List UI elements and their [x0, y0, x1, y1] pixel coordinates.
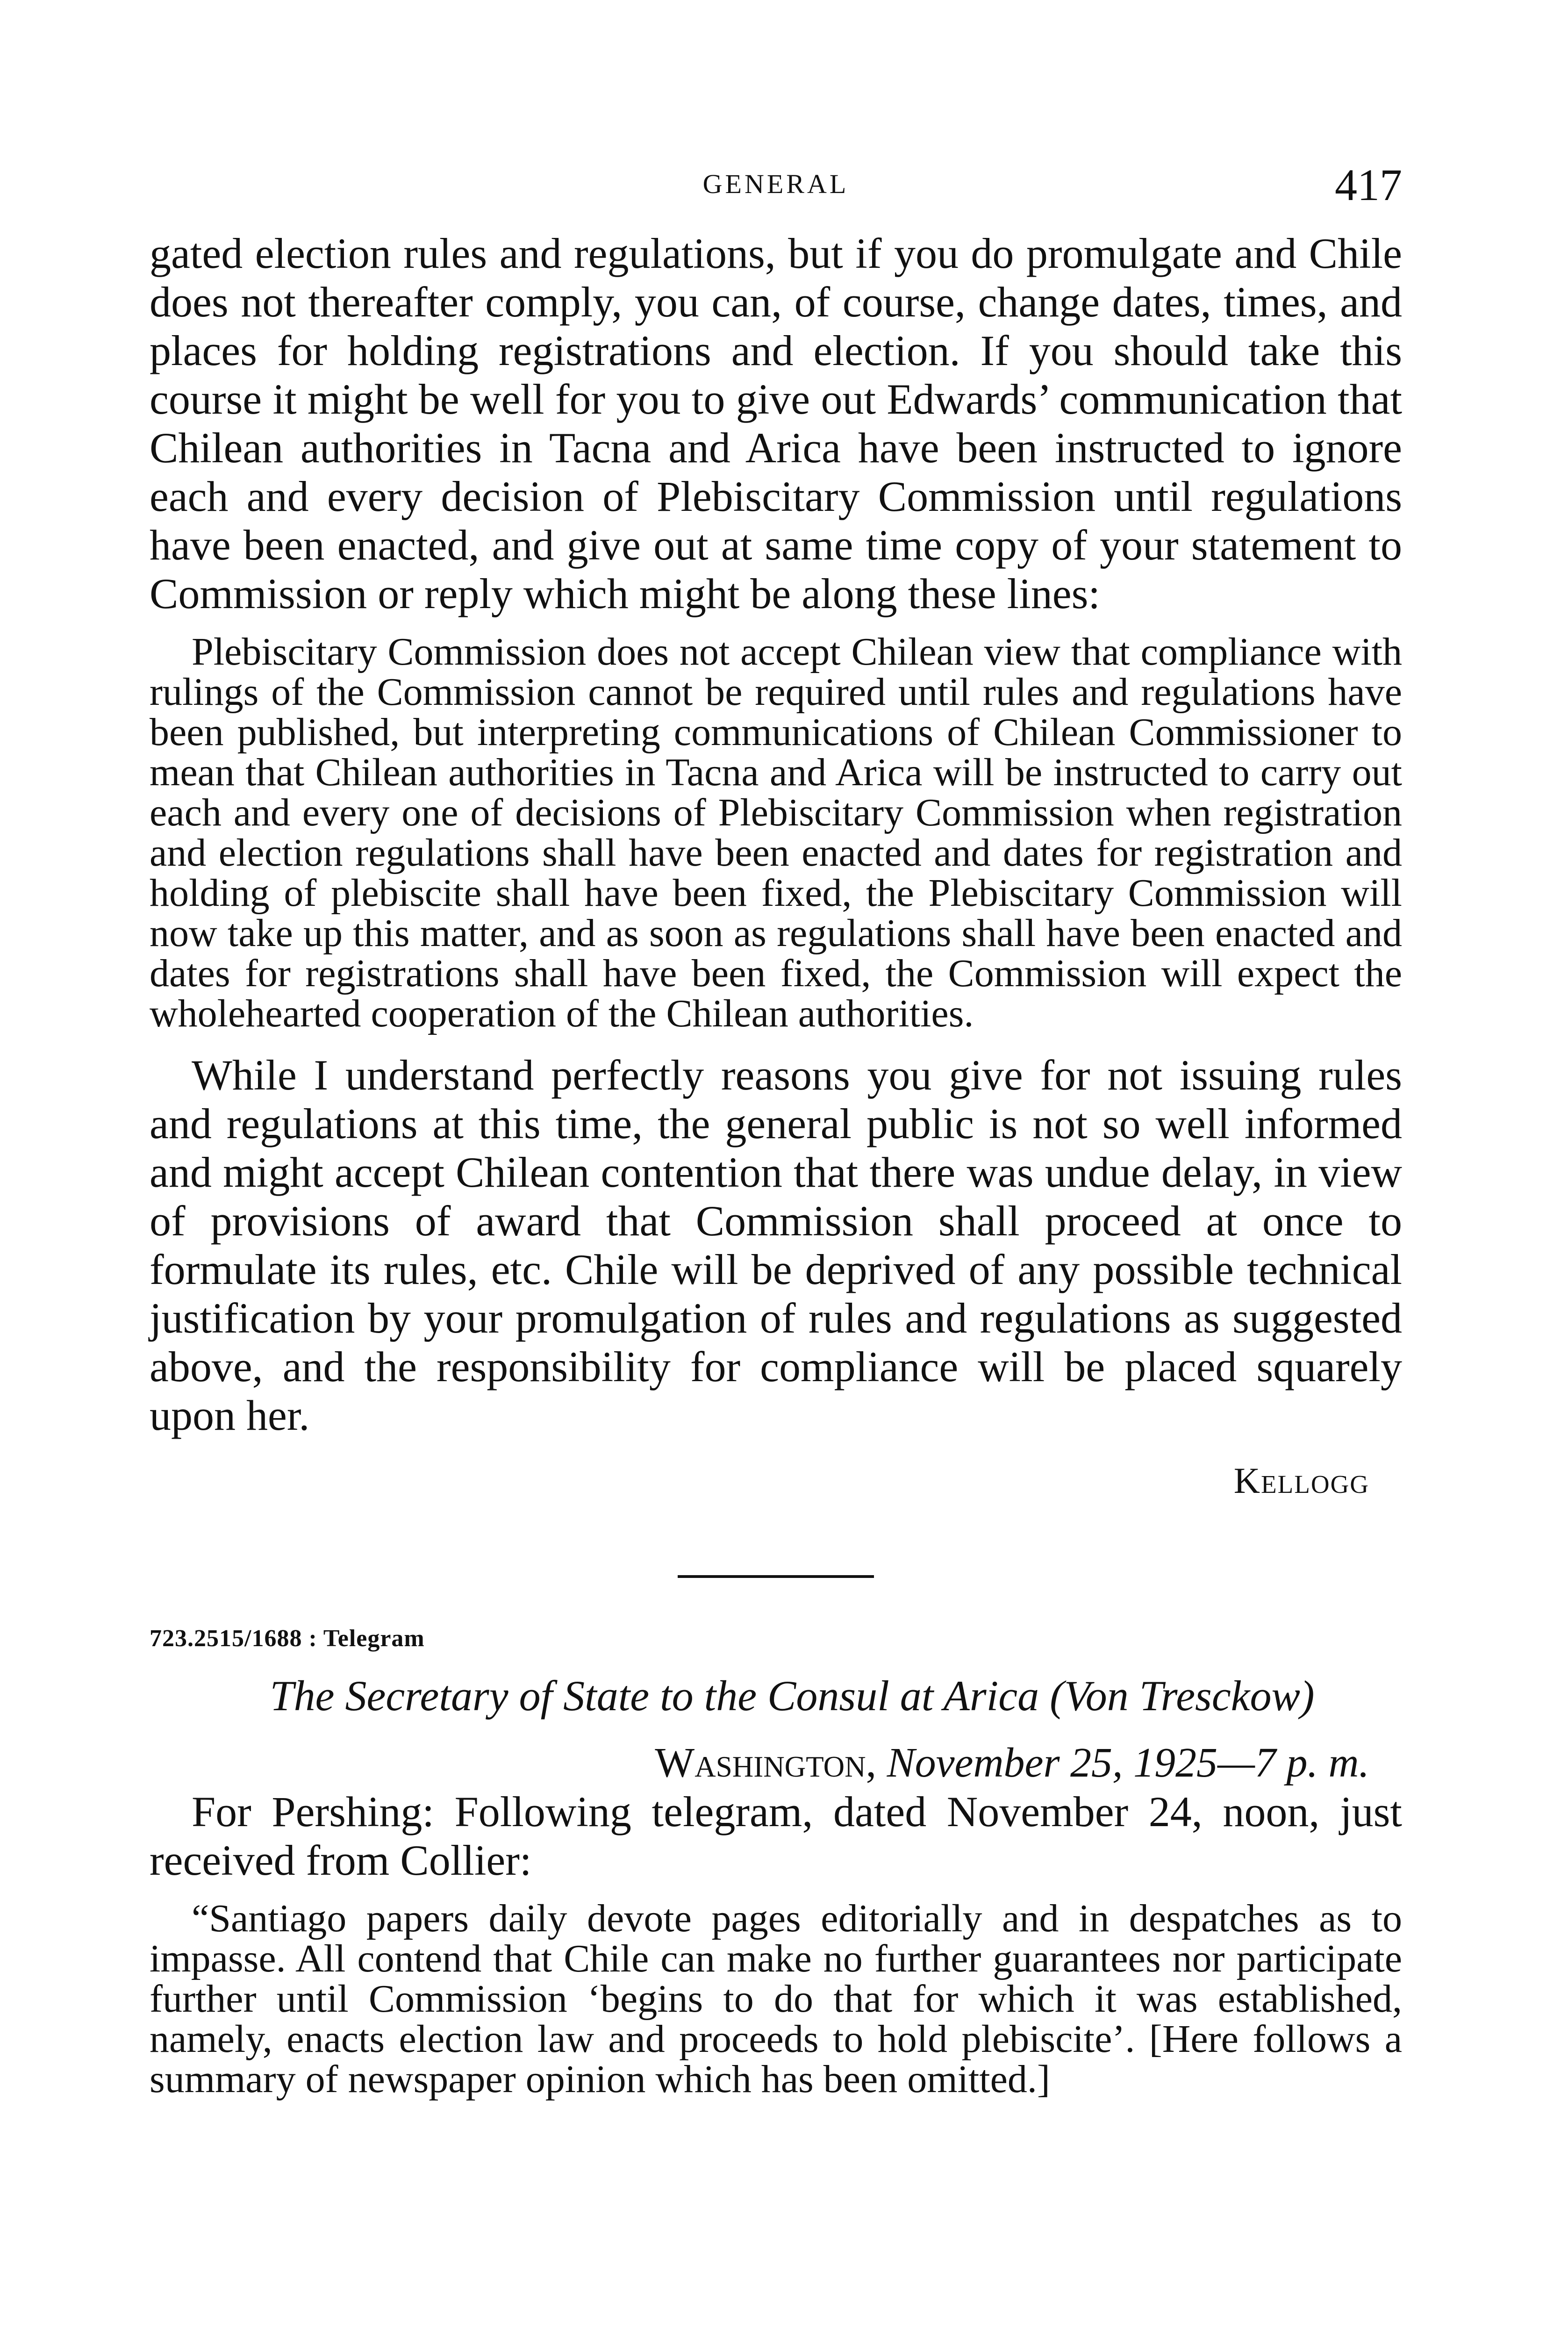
signature-kellogg: Kellogg [1233, 1460, 1369, 1501]
dateline-date: November 25, 1925—7 p. m. [887, 1740, 1369, 1786]
body-paragraph-continued: gated election rules and regulations, but if you do promulgate and Chile does not thereafter comply, you can, of course, change dates, times, and places for holding registrations and election. If you should take this course it might be well for you to give out Edwards’ communication that Chilean authorities in Tacna and Arica have been instructed to ignore each and every decision of Plebiscitary Commission until regulations have been enacted, and give out at same time copy of your statement to Commission or reply which might be along these lines: [150, 229, 1402, 617]
telegram-intro-paragraph: For Pershing: Following telegram, dated November 24, noon, just received from Collier: [150, 1788, 1402, 1884]
block-quote-statement: Plebiscitary Commission does not accept Chilean view that compliance with rulings of the Commission cannot be required until rules and regulations have been published, but interpreting communications of Chilean Commissioner to mean that Chilean authorities in Tacna and Arica will be instructed to carry out each and every one of decisions of Plebiscitary Commission when registration and election regulations shall have been enacted and dates for registration and holding of plebiscite shall have been fixed, the Plebiscitary Commission will now take up this matter, and as soon as regulations shall have been enacted and dates for registrations shall have been fixed, the Commission will expect the wholehearted cooperation of the Chilean authorities. [150, 630, 1402, 1035]
block-quote-telegram: “Santiago papers daily devote pages editorially and in despatches as to impasse. All contend that Chile can make no further guarantees nor participate further until Commission ‘begins to do that for which it was established, namely, enacts election law and proceeds to hold plebiscite’. [Here follows a summary of newspaper opinion which has been omitted.] [150, 1897, 1402, 2101]
running-head: GENERAL [702, 169, 849, 199]
section-divider [678, 1575, 874, 1578]
dateline [150, 1739, 1402, 1787]
document-title: The Secretary of State to the Consul at Arica (Von Tresckow) [270, 1672, 1315, 1720]
page-content [150, 229, 1402, 2100]
dateline-place: Washington, [655, 1740, 877, 1786]
file-reference: 723.2515/1688 : Telegram [150, 1625, 425, 1652]
page-header [150, 159, 1402, 210]
body-paragraph: While I understand perfectly reasons you give for not issuing rules and regulations at this time, the general public is not so well informed and might accept Chilean contention that there was undue delay, in view of provisions of award that Commission shall proceed at once to formulate its rules, etc. Chile will be deprived of any possible technical justification by your promulgation of rules and regulations as suggested above, and the responsibility for compliance will be placed squarely upon her. [150, 1051, 1402, 1439]
page-number: 417 [1335, 160, 1402, 210]
